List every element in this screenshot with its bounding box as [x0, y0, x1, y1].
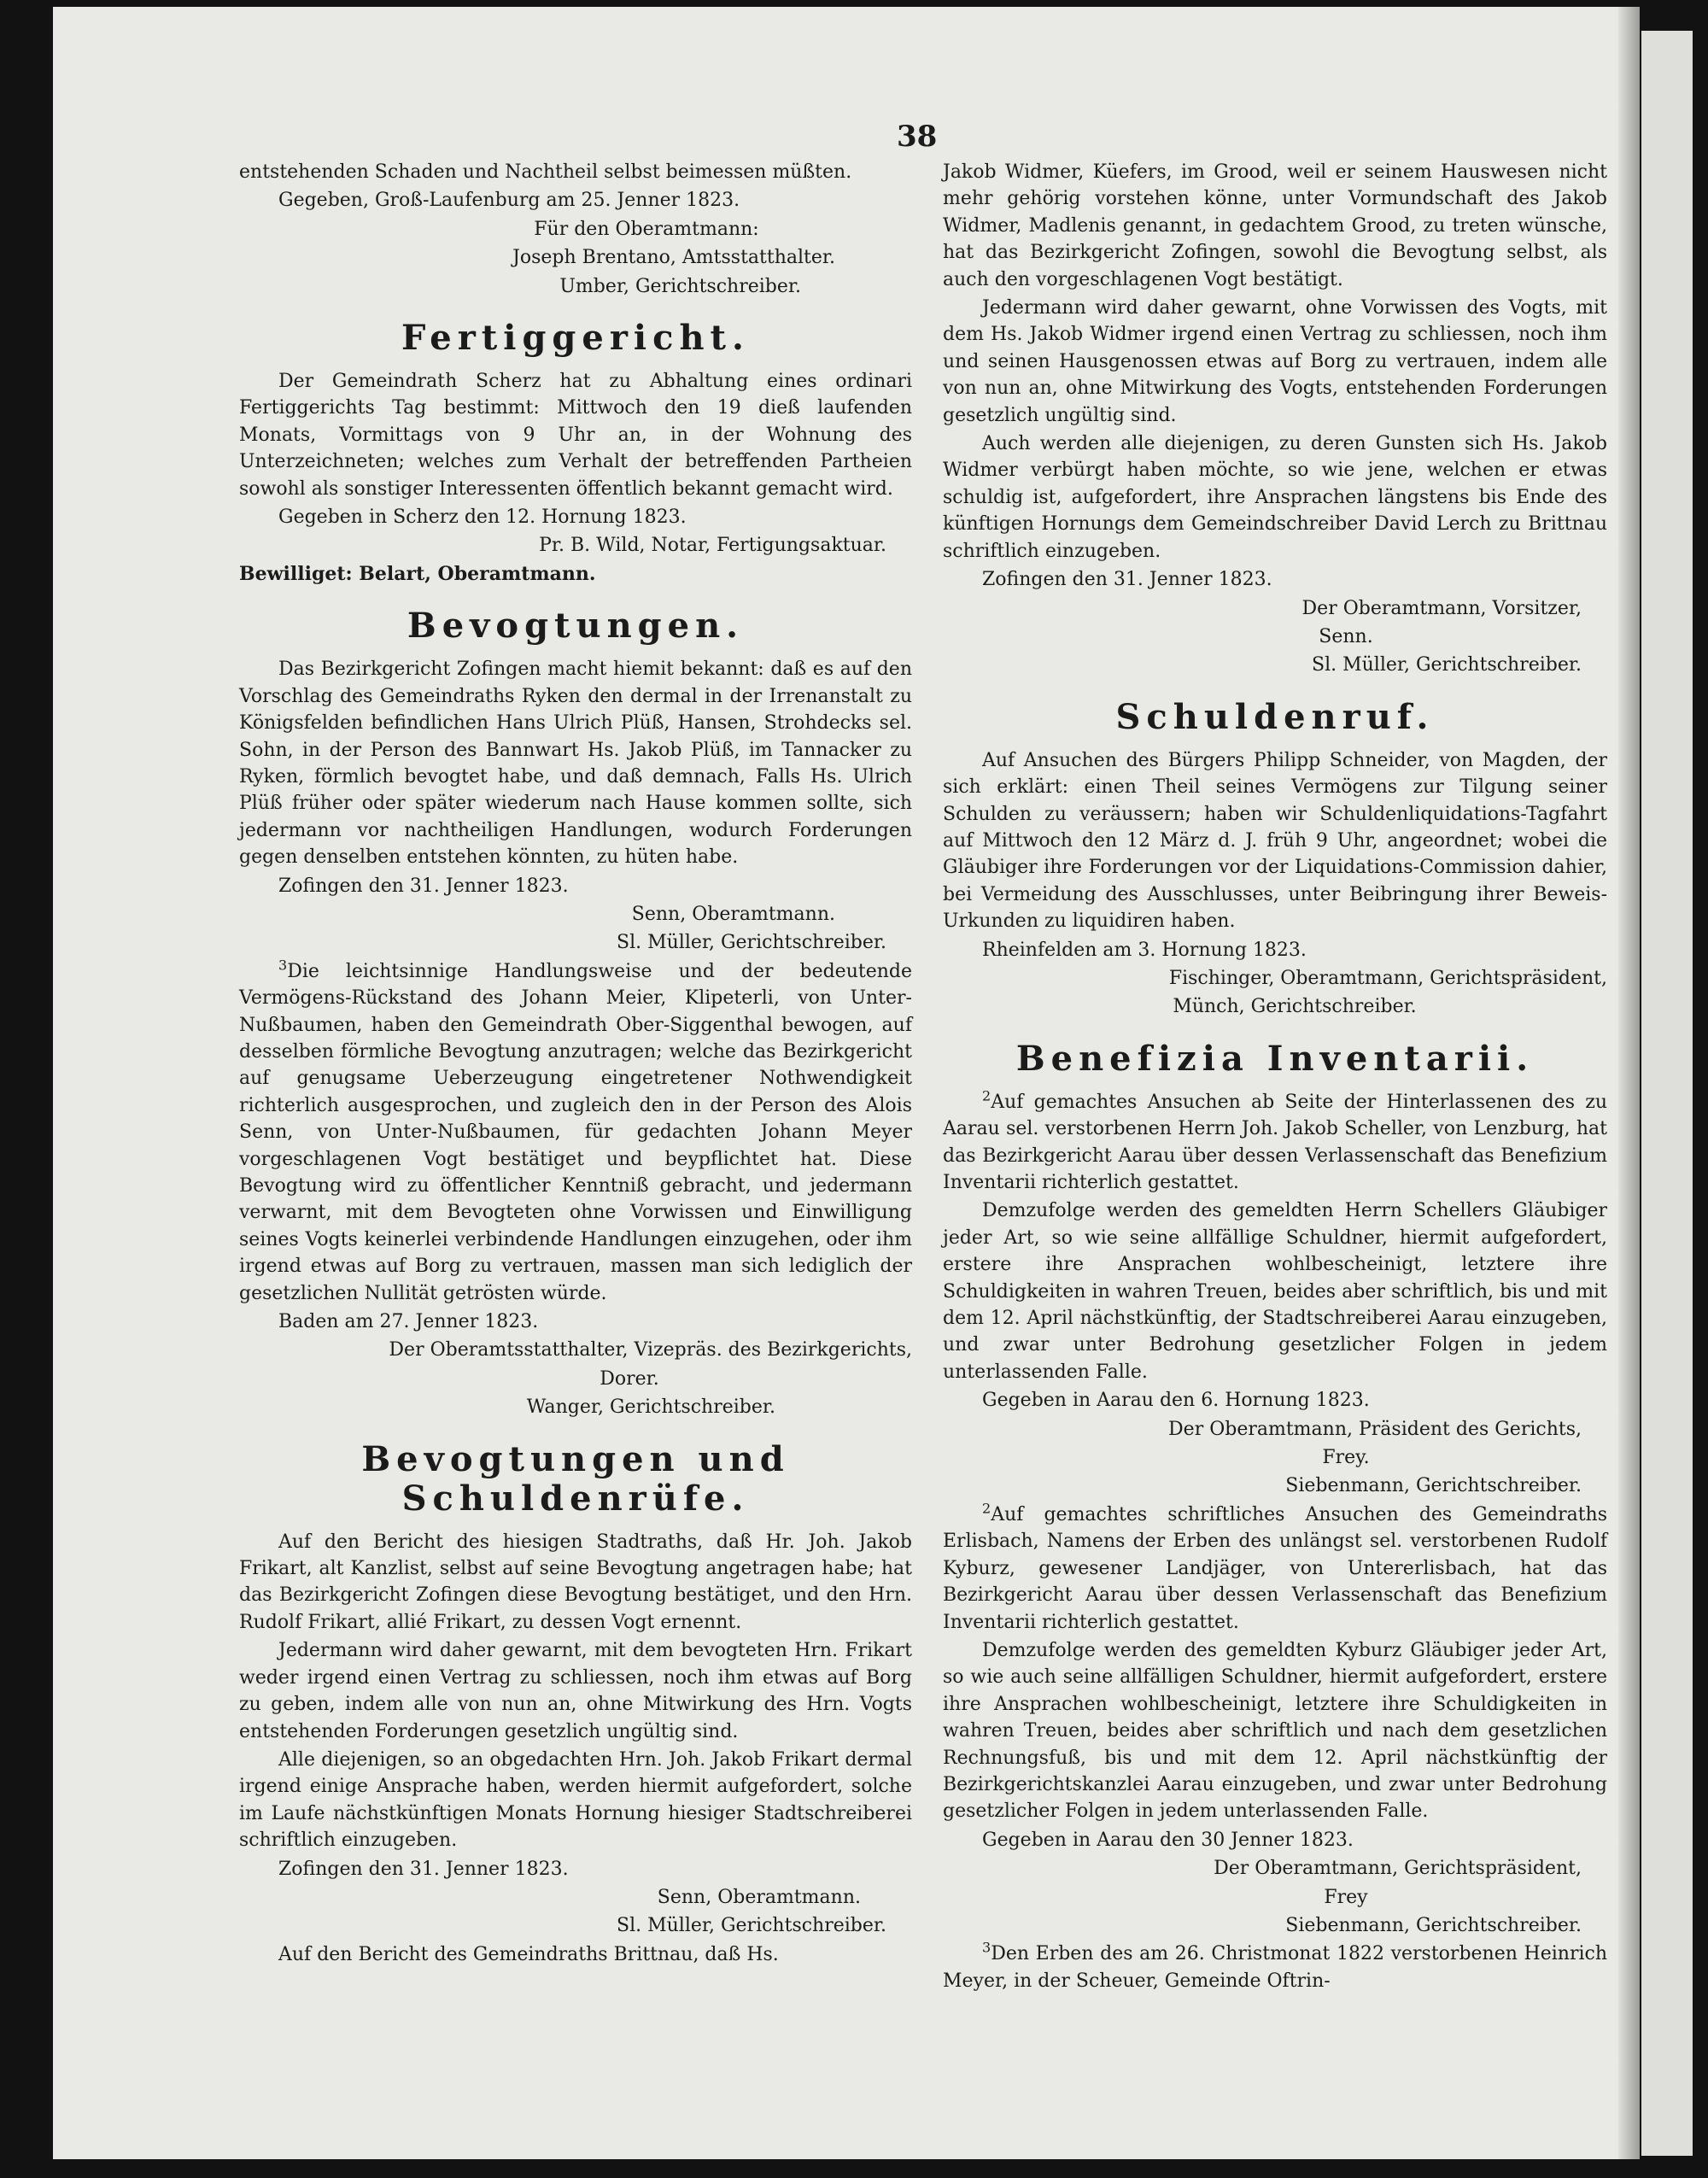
- bevogtung-2-paragraph: [239, 958, 912, 1307]
- page-fold-shadow: [1618, 7, 1640, 2159]
- benefizium-2-date: Gegeben in Aarau den 30 Jenner 1823.: [982, 1829, 1354, 1851]
- fertiggericht-signature: Pr. B. Wild, Notar, Fertigungsaktuar.: [539, 535, 886, 557]
- bevogtung-1-text: Das Bezirkgericht Zofingen macht hiemit bekannt: daß es auf den Vorschlag des Gemeindraths Ryken den dermal in der Irrenanstalt zu Königsfelden befindlichen Hans Ulrich Plüß, Hansen, Strohdecks sel. Sohn, in der Person des Bannwart Hs. Jakob Plüß, im Tannacker zu Ryken, förmlich bevogtet habe, und daß demnach, Falls Hs. Ulrich Plüß früher oder später wiederum nach Hause kommen sollte, sich jedermann vor nachtheiligen Handlungen, wodurch Forderungen gegen denselben entstehen könnten, zu hüten habe.: [239, 659, 912, 869]
- widmer-signature-1: Der Oberamtmann, Vorsitzer,: [1301, 597, 1582, 619]
- benefizium-2-signature-2: Frey: [1324, 1886, 1368, 1908]
- benefizium-1-signature-1: Der Oberamtmann, Präsident des Gerichts,: [1168, 1418, 1582, 1440]
- benefizium-2-paragraph: [943, 1502, 1607, 1636]
- bevogtung-3-claims: Alle diejenigen, so an obgedachten Hrn. Joh. Jakob Frikart dermal irgend einige Ansprache haben, werden hiermit aufgefordert, solche im Laufe nächstkünftigen Monats Hornung hiesiger Stadtschreiberei schriftlich einzugeben.: [239, 1748, 912, 1852]
- benefizium-1-date: Gegeben in Aarau den 6. Hornung 1823.: [982, 1390, 1370, 1412]
- notice-count-marker: 3: [278, 957, 288, 974]
- benefizium-1-signature-3: Siebenmann, Gerichtschreiber.: [1285, 1475, 1582, 1497]
- widmer-date: Zofingen den 31. Jenner 1823.: [982, 569, 1272, 591]
- heading-schuldenruf: Schuldenruf.: [1115, 696, 1435, 737]
- schuldenruf-signature-1: Fischinger, Oberamtmann, Gerichtspräsident,: [1168, 967, 1607, 989]
- page-number: 38: [897, 120, 938, 154]
- bevogtung-3-signature-1: Senn, Oberamtmann.: [657, 1886, 861, 1908]
- bevogtung-1-signature-2: Sl. Müller, Gerichtschreiber.: [617, 932, 886, 954]
- benefizium-2-signature-1: Der Oberamtmann, Gerichtspräsident,: [1214, 1858, 1582, 1880]
- right-column: [943, 159, 1607, 1996]
- heading-benefizia-inventarii: Benefizia Inventarii.: [1015, 1038, 1535, 1079]
- benefizium-1-text: Auf gemachtes Ansuchen ab Seite der Hinterlassenen des zu Aarau sel. verstorbenen Herrn Joh. Jakob Scheller, von Lenzburg, hat das Bezirkgericht Aarau über dessen Verlassenschaft das Benefizium Inventarii richterlich gestattet.: [943, 1091, 1607, 1193]
- schuldenruf-text: Auf Ansuchen des Bürgers Philipp Schneider, von Magden, der sich erklärt: einen Theil seines Vermögens zur Tilgung seiner Schulden zu veräussern; haben wir Schuldenliquidations-Tagfahrt auf Mittwoch den 12 März d. J. früh 9 Uhr, angeordnet; wobei die Gläubiger ihre Forderungen vor der Liquidations-Commission dahier, bei Vermeidung des Ausschlusses, unter Beibringung ihrer Beweis-Urkunden zu liquidiren haben.: [943, 749, 1607, 933]
- bevogtung-4-text: Auf den Bericht des Gemeindraths Brittnau, daß Hs.: [278, 1943, 779, 1965]
- bevogtung-2-signature-3: Wanger, Gerichtschreiber.: [526, 1396, 775, 1419]
- benefizium-3-paragraph: [943, 1941, 1607, 1994]
- bevogtung-3-date: Zofingen den 31. Jenner 1823.: [278, 1858, 569, 1880]
- benefizium-2-signature-3: Siebenmann, Gerichtschreiber.: [1285, 1914, 1582, 1936]
- benefizium-1-signature-2: Frey.: [1322, 1447, 1370, 1469]
- widmer-warning: Jedermann wird daher gewarnt, ohne Vorwissen des Vogts, mit dem Hs. Jakob Widmer irgend einen Vertrag zu schliessen, noch ihm und seinen Hausgenossen etwas auf Borg zu vertrauen, indem alle von nun an, ohne Mitwirkung des Vogts, entstehenden Forderungen gesetzlich ungültig sind.: [943, 297, 1607, 426]
- bevogtung-2-signature-1: Der Oberamtsstatthalter, Vizepräs. des Bezirkgerichts,: [389, 1339, 912, 1361]
- benefizium-1-creditors: Demzufolge werden des gemeldten Herrn Schellers Gläubiger jeder Art, so wie seine allfällige Schuldner, hiermit aufgefordert, erstere ihre Ansprachen wohlbescheinigt, letztere ihre Schuldigkeiten in wahren Treuen, beides aber schriftlich, bis und mit dem 12. April nächstkünftig, der Stadtschreiberei Aarau einzugeben, und zwar unter Bedrohung gesetzlicher Folgen in jedem unterlassenden Falle.: [943, 1200, 1607, 1383]
- widmer-claims: Auch werden alle diejenigen, zu deren Gunsten sich Hs. Jakob Widmer verbürgt haben möchte, so wie jene, welchen er etwas schuldig ist, aufgefordert, ihre Ansprachen längstens bis Ende des künftigen Hornungs dem Gemeindschreiber David Lerch zu Brittnau schriftlich einzugeben.: [943, 433, 1607, 562]
- schuldenruf-signature-2: Münch, Gerichtschreiber.: [1173, 996, 1417, 1018]
- intro-signature-3: Umber, Gerichtschreiber.: [559, 275, 801, 297]
- fertiggericht-text: Der Gemeindrath Scherz hat zu Abhaltung eines ordinari Fertiggerichts Tag bestimmt: Mittwoch den 19 dieß laufenden Monats, Vormittags von 9 Uhr an, in der Wohnung des Unterzeichneten; welches zum Verhalt der betreffenden Partheien sowohl als sonstiger Interessenten öffentlich bekannt gemacht wird.: [239, 371, 912, 500]
- widmer-signature-2: Senn.: [1319, 625, 1373, 647]
- bevogtung-3-text: Auf den Bericht des hiesigen Stadtraths, daß Hr. Joh. Jakob Frikart, alt Kanzlist, selbst auf seine Bevogtung angetragen habe; hat das Bezirkgericht Zofingen diese Bevogtung bestätiget, und den Hrn. Rudolf Frikart, allié Frikart, zu dessen Vogt ernennt.: [239, 1531, 912, 1633]
- benefizium-2-creditors: Demzufolge werden des gemeldten Kyburz Gläubiger jeder Art, so wie auch seine allfälligen Schuldner, hiermit aufgefordert, erstere ihre Ansprachen wohlbescheinigt, letztere ihre Schuldigkeiten in wahren Treuen, beides aber schriftlich und nach dem gesetzlichen Rechnungsfuß, bis und mit dem 12. April nächstkünftig der Bezirkgerichtskanzlei Aarau einzugeben, und zwar unter Bedrohung gesetzlicher Folgen in jedem unterlassenden Falle.: [943, 1639, 1607, 1823]
- notice-count-marker: 2: [982, 1500, 991, 1517]
- fertiggericht-approval: Bewilliget: Belart, Oberamtmann.: [239, 562, 596, 585]
- benefizium-1-paragraph: [943, 1089, 1607, 1197]
- heading-bevogtungen-schuldenruefe: Bevogtungen und Schuldenrüfe.: [361, 1438, 790, 1519]
- widmer-continuation: Jakob Widmer, Küefers, im Grood, weil er seinem Hauswesen nicht mehr gehörig vorstehen könne, unter Vormundschaft des Jakob Widmer, Madlenis genannt, in gedachtem Grood, zu treten wünsche, hat das Bezirkgericht Zofingen, sowohl die Bevogtung selbst, als auch den vorgeschlagenen Vogt bestätigt.: [943, 161, 1607, 290]
- left-column: [239, 159, 912, 1970]
- benefizium-3-text: Den Erben des am 26. Christmonat 1822 verstorbenen Heinrich Meyer, in der Scheuer, Gemeinde Oftrin-: [943, 1943, 1607, 1992]
- fertiggericht-date: Gegeben in Scherz den 12. Hornung 1823.: [278, 506, 687, 529]
- bevogtung-3-warning: Jedermann wird daher gewarnt, mit dem bevogteten Hrn. Frikart weder irgend einen Vertrag zu schliessen, noch ihm etwas auf Borg zu geben, indem alle von nun an, ohne Mitwirkung des Hrn. Vogts entstehenden Forderungen gesetzlich ungültig sind.: [239, 1640, 912, 1742]
- notice-count-marker: 2: [982, 1087, 991, 1104]
- intro-signature-1: Für den Oberamtmann:: [534, 218, 759, 240]
- widmer-signature-3: Sl. Müller, Gerichtschreiber.: [1312, 654, 1582, 676]
- adjacent-page-edge: [1641, 31, 1693, 2156]
- intro-signature-2: Joseph Brentano, Amtsstatthalter.: [512, 247, 835, 269]
- heading-fertiggericht: Fertiggericht.: [401, 318, 750, 359]
- schuldenruf-date: Rheinfelden am 3. Hornung 1823.: [982, 939, 1307, 961]
- benefizium-2-text: Auf gemachtes schriftliches Ansuchen des Gemeindraths Erlisbach, Namens der Erben des unlängst sel. verstorbenen Rudolf Kyburz, gewesener Landjäger, von Untererlisbach, hat das Bezirkgericht Aarau über dessen Verlassenschaft das Benefizium Inventarii richterlich gestattet.: [943, 1503, 1607, 1633]
- bevogtung-1-date: Zofingen den 31. Jenner 1823.: [278, 875, 569, 897]
- bevogtung-1-signature-1: Senn, Oberamtmann.: [631, 903, 835, 925]
- intro-continuation: entstehenden Schaden und Nachtheil selbst beimessen müßten.: [239, 161, 852, 183]
- intro-date: Gegeben, Groß-Laufenburg am 25. Jenner 1823.: [278, 190, 740, 212]
- bevogtung-2-date: Baden am 27. Jenner 1823.: [278, 1311, 539, 1333]
- bevogtung-3-signature-2: Sl. Müller, Gerichtschreiber.: [617, 1915, 886, 1937]
- notice-count-marker: 3: [982, 1940, 991, 1957]
- bevogtung-2-text: Die leichtsinnige Handlungsweise und der bedeutende Vermögens-Rückstand des Johann Meier, Klipeterli, von Unter-Nußbaumen, haben den Gemeindrath Ober-Siggenthal bewogen, auf desselben förmliche Bevogtung anzutragen; welche das Bezirkgericht auf genugsame Ueberzeugung eingetretener Nothwendigkeit richterlich ausgesprochen, und zugleich den in der Person des Alois Senn, von Unter-Nußbaumen, für gedachten Johann Meyer vorgeschlagenen Vogt bestätiget und beypflichtet hat. Diese Bevogtung wird zu öffentlicher Kenntniß gebracht, und jedermann verwarnt, mit dem Bevogteten ohne Vorwissen und Einwilligung seines Vogts keinerlei verbindende Handlungen einzugehen, oder ihm irgend etwas auf Borg zu vertrauen, massen man sich lediglich der gesetzlichen Nullität getrösten würde.: [239, 960, 912, 1304]
- bevogtung-2-signature-2: Dorer.: [600, 1367, 659, 1390]
- heading-bevogtungen: Bevogtungen.: [407, 606, 745, 647]
